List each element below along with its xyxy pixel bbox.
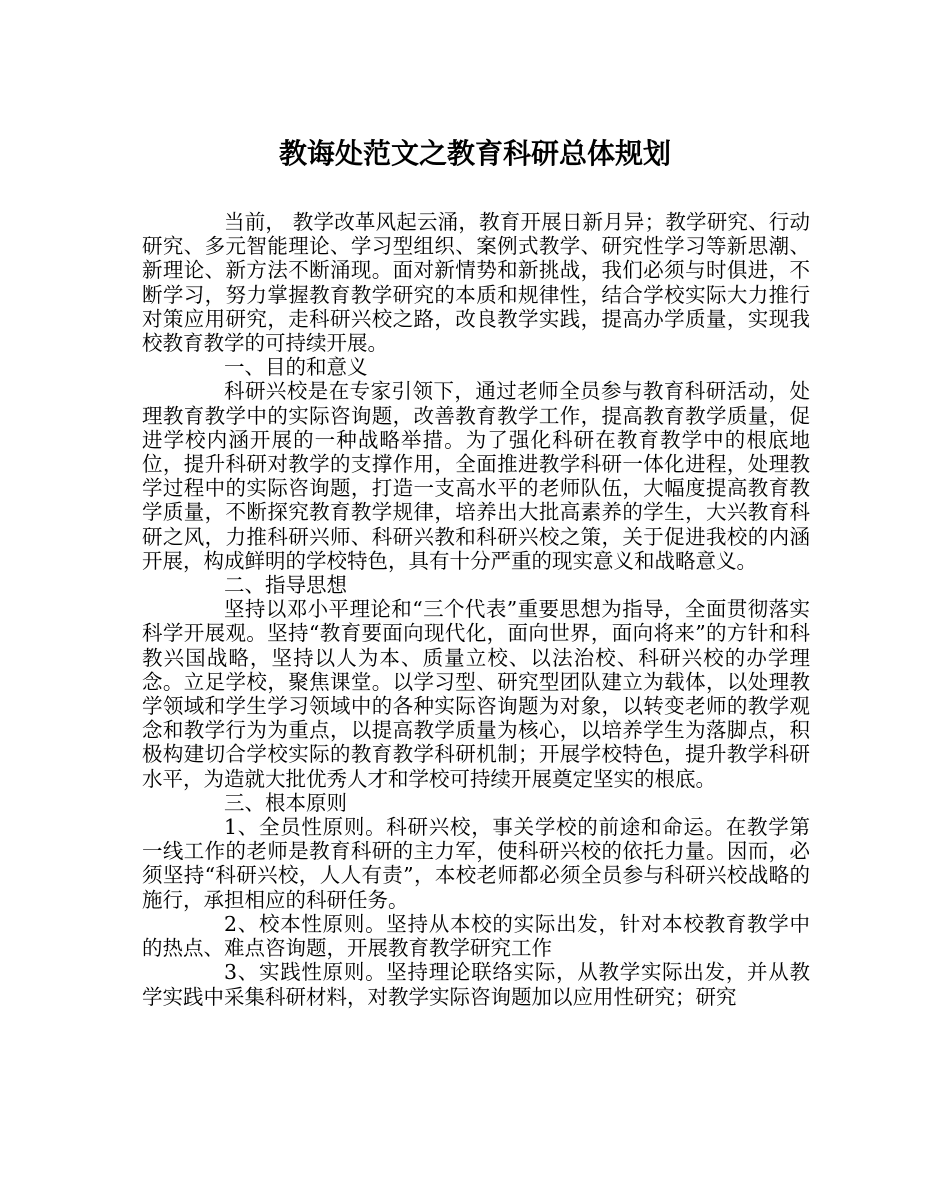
section-heading-guiding-thought: 二、指导思想 [224,573,347,598]
section-heading-principles: 三、根本原则 [224,790,347,815]
principle-paragraph-2: 2、校本性原则。坚持从本校的实际出发，针对本校教育教学中的热点、难点咨询题，开展教育教学研究工作 [142,911,810,961]
intro-paragraph: 当前， 教学改革风起云涌，教育开展日新月异；教学研究、行动研究、多元智能理论、学习型组织、案例式教学、研究性学习等新思潮、新理论、新方法不断涌现。面对新情势和新挑战，我们必须与时俱进，不断学习，努力掌握教育教学研究的本质和规律性，结合学校实际大力推行对策应用研究，走科研兴校之路，改良教学实践，提高办学质量，实现我校教育教学的可持续开展。 [142,210,810,356]
section-heading-purpose: 一、目的和意义 [224,355,368,380]
guiding-thought-paragraph: 坚持以邓小平理论和“三个代表”重要思想为指导，全面贯彻落实科学开展观。坚持“教育要面向现代化，面向世界，面向将来”的方针和科教兴国战略，坚持以人为本、质量立校、以法治校、科研兴校的办学理念。立足学校，聚焦课堂。以学习型、研究型团队建立为载体，以处理教学领域和学生学习领域中的各种实际咨询题为对象，以转变老师的教学观念和教学行为为重点，以提高教学质量为核心，以培养学生为落脚点，积极构建切合学校实际的教育教学科研机制；开展学校特色，提升教学科研水平，为造就大批优秀人才和学校可持续开展奠定坚实的根底。 [142,597,810,791]
principle-paragraph-3: 3、实践性原则。坚持理论联络实际，从教学实际出发，并从教学实践中采集科研材料，对教学实际咨询题加以应用性研究；研究 [142,960,810,1009]
principle-paragraph-1: 1、全员性原则。科研兴校，事关学校的前途和命运。在教学第一线工作的老师是教育科研的主力军，使科研兴校的依托力量。因而，必须坚持“科研兴校，人人有责”，本校老师都必须全员参与科研兴校战略的施行，承担相应的科研任务。 [142,815,810,912]
document-title: 教诲处范文之教育科研总体规划 [278,137,671,170]
purpose-paragraph: 科研兴校是在专家引领下，通过老师全员参与教育科研活动，处理教育教学中的实际咨询题，改善教育教学工作，提高教育教学质量，促进学校内涵开展的一种战略举措。为了强化科研在教育教学中的根底地位，提升科研对教学的支撑作用，全面推进教学科研一体化进程，处理教学过程中的实际咨询题，打造一支高水平的老师队伍，大幅度提高教育教学质量，不断探究教育教学规律，培养出大批高素养的学生，大兴教育科研之风，力推科研兴师、科研兴教和科研兴校之策，关于促进我校的内涵开展，构成鲜明的学校特色，具有十分严重的现实意义和战略意义。 [142,379,810,573]
document-body [142,210,810,1009]
